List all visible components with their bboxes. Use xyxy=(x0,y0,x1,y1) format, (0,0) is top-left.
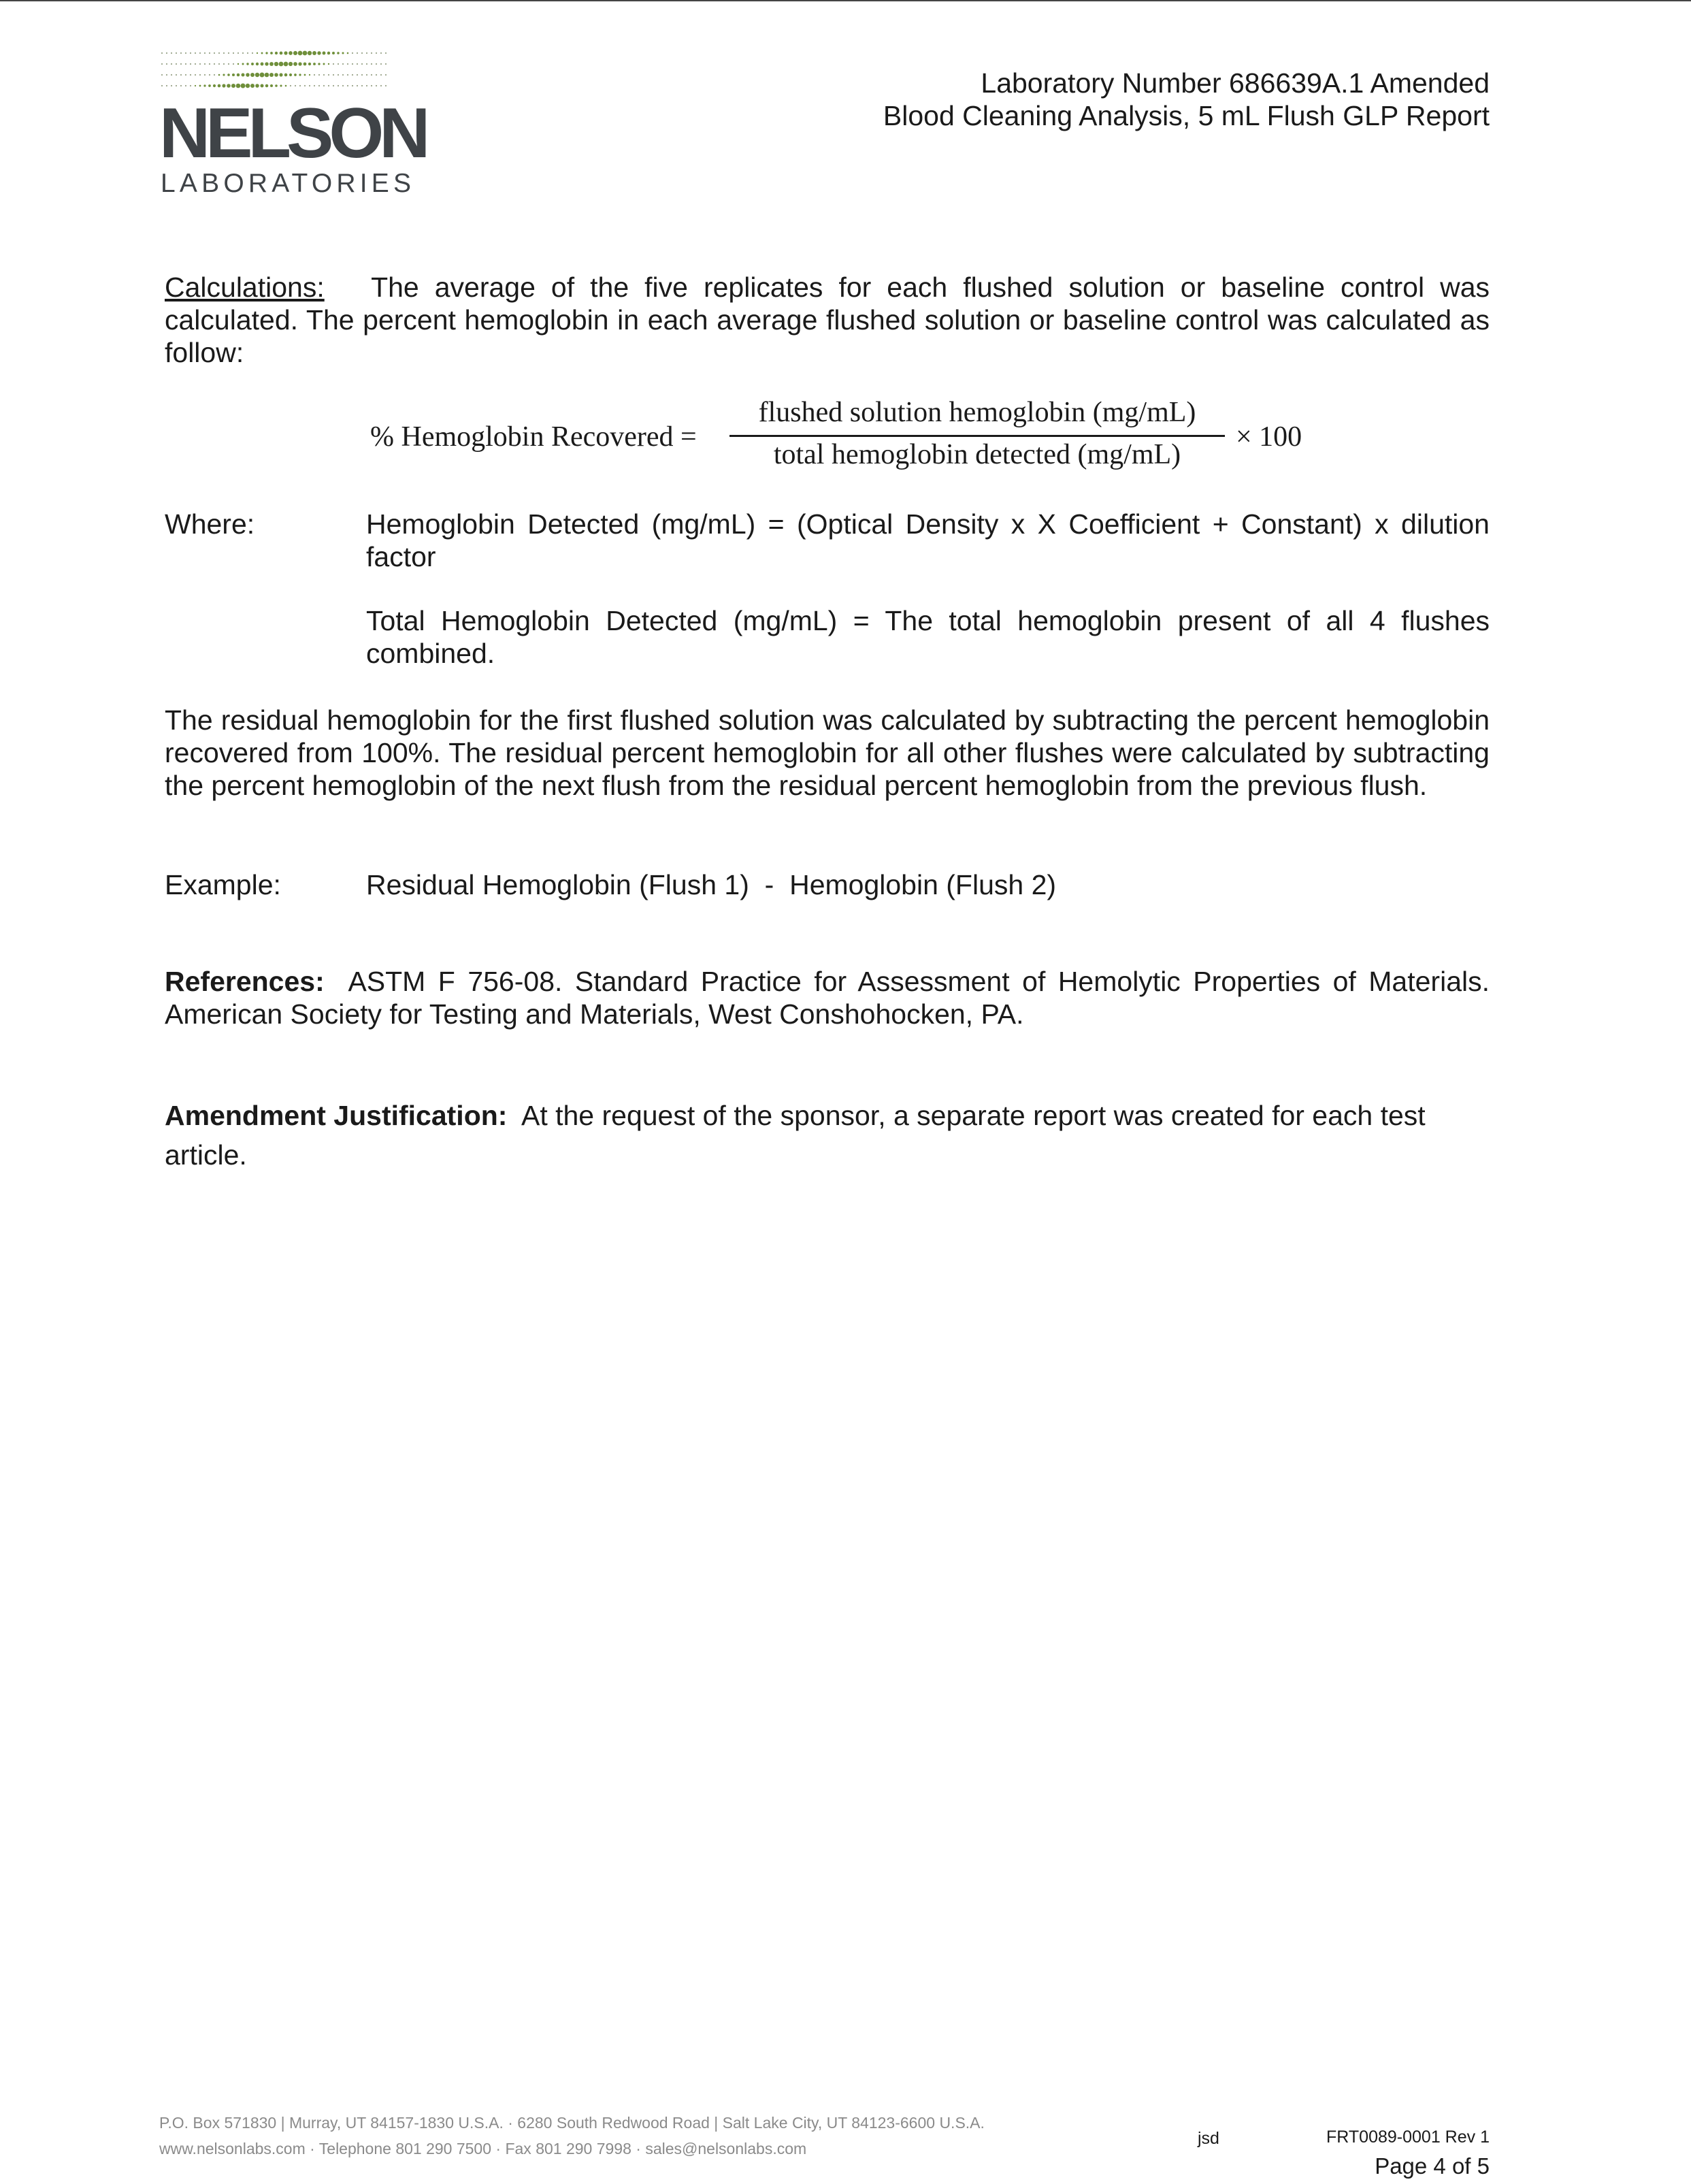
calculations-paragraph xyxy=(165,271,1490,369)
residual-paragraph: The residual hemoglobin for the first flushed solution was calculated by subtracting the percent hemoglobin recovered from 100%. The residual percent hemoglobin for all other flushes were calculated by subtracting the percent hemoglobin of the next flush from the residual percent hemoglobin from the previous flush. xyxy=(165,704,1490,801)
footer-page-number: Page 4 of 5 xyxy=(1375,2153,1490,2179)
formula-numerator: flushed solution hemoglobin (mg/mL) xyxy=(758,397,1196,428)
logo-dot-pattern-icon xyxy=(161,49,391,98)
references-paragraph xyxy=(165,965,1490,1030)
footer-initials: jsd xyxy=(1198,2129,1219,2148)
formula-lhs: % Hemoglobin Recovered = xyxy=(370,421,697,453)
where-definition-1: Hemoglobin Detected (mg/mL) = (Optical Density x X Coefficient + Constant) x dilution factor xyxy=(366,508,1490,572)
logo-subtitle: LABORATORIES xyxy=(161,169,416,198)
laboratory-number: Laboratory Number 686639A.1 Amended xyxy=(981,67,1490,99)
formula-fraction-bar xyxy=(729,435,1225,437)
amendment-text: At the request of the sponsor, a separate report was created for each test article. xyxy=(165,1100,1426,1171)
calculations-label: Calculations: xyxy=(165,272,325,303)
where-label: Where: xyxy=(165,508,255,540)
report-title: Blood Cleaning Analysis, 5 mL Flush GLP Report xyxy=(883,100,1490,131)
footer-contact: www.nelsonlabs.com · Telephone 801 290 7500 · Fax 801 290 7998 · sales@nelsonlabs.com xyxy=(159,2140,807,2157)
footer-address: P.O. Box 571830 | Murray, UT 84157-1830 U.S.A. · 6280 South Redwood Road | Salt Lake City, UT 84123-6600 U.S.A. xyxy=(159,2114,985,2132)
references-text: ASTM F 756-08. Standard Practice for Assessment of Hemolytic Properties of Materials. American Society for Testing and Materials, West Conshohocken, PA. xyxy=(165,966,1490,1030)
hemoglobin-formula xyxy=(370,396,1323,478)
formula-denominator: total hemoglobin detected (mg/mL) xyxy=(773,439,1181,470)
amendment-paragraph xyxy=(165,1096,1458,1175)
example-label: Example: xyxy=(165,869,281,900)
logo-wordmark: NELSON xyxy=(159,94,426,173)
nelson-laboratories-logo xyxy=(159,49,426,199)
references-label: References: xyxy=(165,966,325,997)
calculations-text: The average of the five replicates for each flushed solution or baseline control was calculated. The percent hemoglobin in each average flushed solution or baseline control was calculated as follow: xyxy=(165,272,1490,368)
footer-form-number: FRT0089-0001 Rev 1 xyxy=(1326,2128,1490,2147)
where-definition-2: Total Hemoglobin Detected (mg/mL) = The total hemoglobin present of all 4 flushes combined. xyxy=(366,605,1490,669)
example-text: Residual Hemoglobin (Flush 1) - Hemoglobin (Flush 2) xyxy=(366,869,1057,900)
amendment-label: Amendment Justification: xyxy=(165,1100,508,1131)
top-edge-line xyxy=(0,0,1691,1)
formula-multiplier: × 100 xyxy=(1236,421,1302,453)
